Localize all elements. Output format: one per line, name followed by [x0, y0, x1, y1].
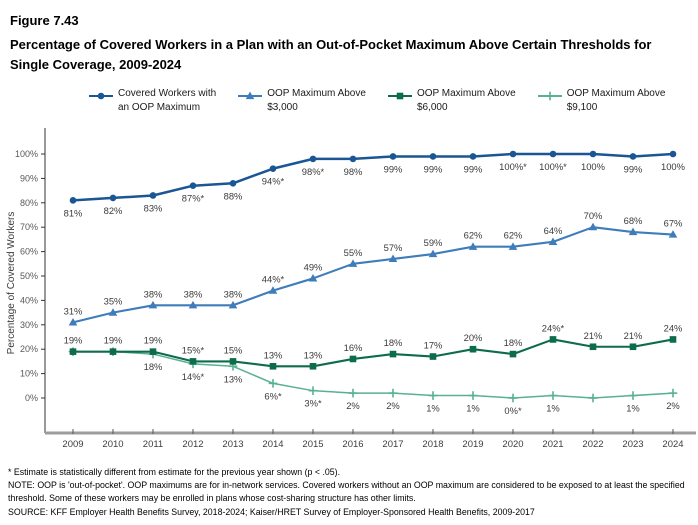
data-point-marker: [270, 165, 277, 172]
data-point-marker: [670, 151, 677, 158]
footnote-significance: * Estimate is statistically different from estimate for the previous year shown (p < .05).: [8, 467, 341, 477]
data-point-marker: [70, 197, 77, 204]
data-point-label: 1%: [426, 402, 440, 414]
data-point-marker: [397, 93, 404, 100]
x-axis-year-label: 2023: [622, 439, 644, 450]
data-point-label: 2%: [666, 400, 680, 412]
footnotes: [8, 466, 694, 519]
data-point-label: 15%*: [181, 344, 205, 356]
y-axis-tick-label: 90%: [19, 173, 38, 184]
data-point-label: 3%*: [304, 397, 322, 409]
data-point-marker: [110, 195, 117, 202]
y-axis-tick-label: 50%: [19, 271, 38, 281]
data-point-marker: [98, 93, 105, 100]
series-4: [69, 347, 680, 416]
figure-number: Figure 7.43: [10, 13, 79, 28]
chart-canvas: [0, 125, 698, 463]
x-axis-year-label: 2016: [342, 439, 364, 450]
figure-header: [10, 13, 680, 75]
data-point-label: 81%: [63, 207, 83, 219]
data-point-label: 13%: [223, 373, 243, 385]
data-point-label: 2%: [386, 400, 400, 412]
data-point-marker: [230, 358, 237, 365]
x-axis-year-label: 2013: [222, 439, 244, 450]
data-point-label: 49%: [303, 261, 323, 273]
figure-title: Percentage of Covered Workers in a Plan with an Out-of-Pocket Maximum Above Certain Thresholds for Single Coverage, 2009-2024: [10, 37, 652, 73]
data-point-label: 87%*: [181, 192, 205, 204]
data-point-label: 62%: [503, 229, 523, 241]
legend-item-series-3: [387, 87, 516, 114]
data-point-label: 13%: [303, 349, 323, 361]
series-line: [73, 352, 673, 398]
data-point-label: 82%: [103, 204, 123, 216]
data-point-label: 68%: [623, 215, 643, 227]
triangle-legend-marker-icon: [237, 90, 263, 101]
data-point-label: 100%: [581, 161, 605, 172]
y-axis-tick-label: 100%: [14, 149, 38, 159]
data-point-label: 21%: [623, 329, 643, 341]
data-point-label: 62%: [463, 229, 483, 241]
data-point-marker: [350, 156, 357, 163]
data-point-label: 18%: [143, 361, 163, 373]
data-point-marker: [270, 363, 277, 370]
y-axis-tick-label: 40%: [19, 295, 38, 306]
plus-legend-marker-icon: [537, 90, 563, 101]
data-point-marker: [230, 180, 237, 187]
y-axis-tick-label: 0%: [24, 393, 38, 403]
data-point-label: 57%: [383, 241, 403, 253]
data-point-label: 38%: [143, 288, 163, 300]
data-point-label: 59%: [423, 237, 443, 249]
x-axis-year-label: 2012: [182, 439, 204, 450]
data-point-label: 17%: [423, 339, 443, 351]
data-point-label: 98%*: [301, 165, 325, 177]
data-point-marker: [510, 151, 517, 158]
data-point-marker: [190, 182, 197, 189]
data-point-label: 88%: [223, 190, 243, 202]
data-point-label: 99%: [383, 163, 403, 175]
data-point-label: 64%: [543, 224, 563, 236]
x-axis-year-label: 2022: [582, 439, 604, 450]
series-line: [73, 224, 673, 322]
data-point-label: 20%: [463, 332, 483, 344]
data-point-label: 99%: [423, 163, 443, 175]
data-point-label: 99%: [623, 163, 643, 175]
series-line: [73, 339, 673, 366]
y-axis-title: Percentage of Covered Workers: [6, 211, 17, 355]
data-point-marker: [350, 356, 357, 363]
data-point-label: 2%: [346, 400, 360, 412]
data-point-marker: [630, 343, 637, 350]
y-axis-tick-label: 30%: [19, 319, 38, 330]
y-axis-tick-label: 20%: [19, 344, 38, 355]
data-point-marker: [590, 343, 597, 350]
data-point-marker: [470, 346, 477, 353]
data-point-marker: [150, 348, 157, 355]
circle-legend-marker-icon: [88, 90, 114, 101]
x-axis-year-label: 2015: [302, 439, 324, 450]
x-axis-year-label: 2014: [262, 439, 284, 450]
data-point-label: 1%: [466, 402, 480, 414]
data-point-label: 100%: [661, 161, 685, 172]
data-point-label: 100%*: [539, 161, 567, 172]
data-point-label: 99%: [463, 163, 483, 175]
data-point-marker: [430, 153, 437, 160]
x-axis-year-label: 2010: [102, 439, 124, 450]
x-axis-year-label: 2019: [462, 439, 484, 450]
data-point-label: 1%: [626, 402, 640, 414]
data-point-label: 31%: [63, 305, 83, 317]
data-point-marker: [670, 336, 677, 343]
y-axis-tick-label: 10%: [19, 368, 38, 379]
data-point-marker: [630, 153, 637, 160]
data-point-marker: [390, 153, 397, 160]
y-axis-tick-label: 70%: [19, 222, 38, 233]
square-legend-marker-icon: [387, 90, 413, 101]
data-point-label: 16%: [343, 341, 363, 353]
data-point-label: 55%: [343, 246, 363, 258]
data-point-label: 98%: [343, 165, 363, 177]
series-2: [64, 210, 683, 325]
data-point-marker: [110, 348, 117, 355]
data-point-marker: [310, 363, 317, 370]
legend-item-series-1: [88, 87, 216, 114]
data-point-label: 13%: [263, 349, 283, 361]
data-point-marker: [550, 336, 557, 343]
data-point-label: 1%: [546, 402, 560, 414]
data-point-marker: [470, 153, 477, 160]
data-point-label: 0%*: [504, 405, 522, 416]
data-point-label: 19%: [63, 334, 83, 346]
legend-label: OOP Maximum Above $9,100: [566, 88, 666, 113]
legend-label: OOP Maximum Above $3,000: [267, 88, 366, 113]
data-point-marker: [550, 151, 557, 158]
data-point-label: 18%: [383, 337, 403, 349]
data-point-label: 67%: [663, 217, 683, 229]
x-axis-year-label: 2020: [502, 439, 524, 450]
footnote-note: NOTE: OOP is 'out-of-pocket'. OOP maximums are for in-network services. Covered workers without an OOP maximum are considered to be exposed to at least the specified threshold. Some of these workers may be enrolled in plans whose cost-sharing structure has other limits.: [8, 480, 685, 504]
data-point-marker: [310, 156, 317, 163]
footnote-source: SOURCE: KFF Employer Health Benefits Survey, 2018-2024; Kaiser/HRET Survey of Employer-Sponsored Health Benefits, 2009-2017: [8, 506, 535, 517]
data-point-label: 24%: [663, 322, 683, 334]
data-point-label: 14%*: [181, 370, 205, 382]
data-point-marker: [70, 348, 77, 355]
legend-label: OOP Maximum Above $6,000: [416, 88, 516, 113]
data-point-label: 19%: [103, 334, 123, 346]
data-point-label: 15%: [223, 344, 243, 356]
data-point-marker: [590, 151, 597, 158]
data-point-label: 6%*: [264, 390, 282, 402]
data-point-marker: [390, 351, 397, 358]
x-axis-year-label: 2011: [142, 439, 164, 450]
data-point-label: 21%: [583, 329, 603, 341]
data-point-label: 18%: [503, 337, 523, 349]
x-axis-year-label: 2024: [662, 439, 684, 450]
y-axis-tick-label: 80%: [19, 197, 38, 208]
x-axis-year-label: 2021: [542, 439, 564, 450]
data-point-label: 24%*: [541, 322, 565, 334]
y-axis-tick-label: 60%: [19, 246, 38, 257]
chart-legend: [88, 87, 665, 114]
data-point-label: 35%: [103, 295, 123, 307]
legend-item-series-4: [537, 87, 666, 114]
data-point-label: 83%: [143, 202, 163, 214]
x-axis-year-label: 2018: [422, 439, 444, 450]
x-axis-year-label: 2009: [62, 439, 84, 450]
data-point-marker: [430, 353, 437, 360]
data-point-label: 19%: [143, 334, 163, 346]
data-point-label: 94%*: [261, 175, 285, 187]
data-point-label: 70%: [583, 210, 603, 222]
data-point-label: 44%*: [261, 273, 285, 285]
x-axis-year-label: 2017: [382, 439, 404, 450]
legend-label: Covered Workers with an OOP Maximum: [118, 88, 217, 113]
data-point-marker: [510, 351, 517, 358]
data-point-marker: [190, 358, 197, 365]
data-point-label: 38%: [223, 288, 243, 300]
data-point-marker: [150, 192, 157, 199]
data-point-label: 100%*: [499, 161, 527, 172]
legend-item-series-2: [237, 87, 366, 114]
data-point-label: 38%: [183, 288, 203, 300]
